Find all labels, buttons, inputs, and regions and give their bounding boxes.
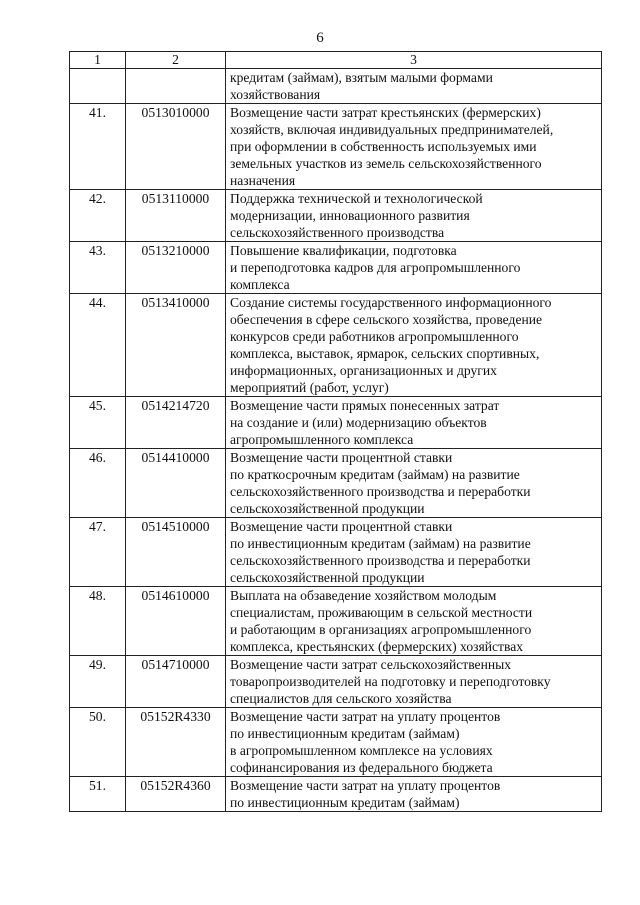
row-number: 48.: [70, 587, 126, 656]
description-line: Возмещение части затрат сельскохозяйственных: [230, 657, 512, 672]
description-line: специалистам, проживающим в сельской местности: [230, 605, 533, 620]
table-row: [70, 104, 602, 190]
description-line: Возмещение части прямых понесенных затрат: [230, 398, 500, 413]
description-line: при оформлении в собственность используемых ими: [230, 139, 537, 154]
row-number: 45.: [70, 397, 126, 449]
description-cell: [226, 518, 602, 587]
row-number: 44.: [70, 294, 126, 397]
row-number: 43.: [70, 242, 126, 294]
description-line: Возмещение части затрат крестьянских (фермерских): [230, 105, 541, 120]
column-header-number: 1: [70, 52, 126, 69]
description-line: по краткосрочным кредитам (займам) на развитие: [230, 467, 520, 482]
description-line: Возмещение части затрат на уплату процентов: [230, 778, 501, 793]
description-line: Поддержка технической и технологической: [230, 191, 483, 206]
table-row: [70, 294, 602, 397]
description-line: кредитам (займам), взятым малыми формами: [230, 70, 493, 85]
budget-code: 05152R4360: [126, 777, 226, 812]
description-cell: [226, 104, 602, 190]
budget-code: 0514610000: [126, 587, 226, 656]
budget-code: 0513110000: [126, 190, 226, 242]
description-line: агропромышленного комплекса: [230, 432, 414, 447]
budget-code: 0514410000: [126, 449, 226, 518]
budget-code: 05152R4330: [126, 708, 226, 777]
description-cell: [226, 656, 602, 708]
page-number: 6: [316, 30, 324, 46]
description-line: Повышение квалификации, подготовка: [230, 243, 457, 258]
budget-code: [126, 69, 226, 104]
description-line: модернизации, инновационного развития: [230, 208, 470, 223]
row-number: 51.: [70, 777, 126, 812]
description-line: комплекса, выставок, ярмарок, сельских спортивных,: [230, 346, 540, 361]
description-line: обеспечения в сфере сельского хозяйства, проведение: [230, 312, 543, 327]
table-header-row: [70, 52, 602, 69]
table-row: [70, 518, 602, 587]
description-cell: [226, 294, 602, 397]
budget-codes-table: [69, 51, 602, 812]
description-line: информационных, организационных и других: [230, 363, 497, 378]
description-line: Выплата на обзаведение хозяйством молодым: [230, 588, 497, 603]
row-number: 49.: [70, 656, 126, 708]
budget-code: 0514214720: [126, 397, 226, 449]
table-body: [70, 69, 602, 812]
row-number: 47.: [70, 518, 126, 587]
description-line: хозяйствования: [230, 87, 321, 102]
budget-code: 0514510000: [126, 518, 226, 587]
description-line: конкурсов среди работников агропромышленного: [230, 329, 519, 344]
description-cell: [226, 69, 602, 104]
description-line: земельных участков из земель сельскохозяйственного: [230, 156, 542, 171]
description-line: сельскохозяйственного производства: [230, 225, 445, 240]
table-row: [70, 656, 602, 708]
budget-code: 0514710000: [126, 656, 226, 708]
description-cell: [226, 708, 602, 777]
description-line: товаропроизводителей на подготовку и переподготовку: [230, 674, 551, 689]
description-line: назначения: [230, 173, 296, 188]
table-row: [70, 587, 602, 656]
description-line: Возмещение части затрат на уплату процентов: [230, 709, 501, 724]
budget-code: 0513010000: [126, 104, 226, 190]
budget-code: 0513210000: [126, 242, 226, 294]
description-cell: [226, 587, 602, 656]
description-line: сельскохозяйственной продукции: [230, 501, 425, 516]
row-number: 41.: [70, 104, 126, 190]
description-line: по инвестиционным кредитам (займам): [230, 726, 460, 741]
budget-code: 0513410000: [126, 294, 226, 397]
table-row: [70, 449, 602, 518]
description-line: сельскохозяйственного производства и переработки: [230, 553, 531, 568]
row-number: 50.: [70, 708, 126, 777]
row-number: 46.: [70, 449, 126, 518]
table-row: [70, 708, 602, 777]
description-line: сельскохозяйственного производства и переработки: [230, 484, 531, 499]
description-line: комплекса: [230, 277, 290, 292]
description-line: на создание и (или) модернизацию объектов: [230, 415, 487, 430]
column-header-code: 2: [126, 52, 226, 69]
row-number: [70, 69, 126, 104]
description-line: сельскохозяйственной продукции: [230, 570, 425, 585]
description-cell: [226, 397, 602, 449]
description-line: в агропромышленном комплексе на условиях: [230, 743, 493, 758]
description-line: и работающим в организациях агропромышленного: [230, 622, 532, 637]
row-number: 42.: [70, 190, 126, 242]
description-line: Возмещение части процентной ставки: [230, 450, 453, 465]
description-line: специалистов для сельского хозяйства: [230, 691, 452, 706]
column-header-description: 3: [226, 52, 602, 69]
description-line: хозяйств, включая индивидуальных предпринимателей,: [230, 122, 554, 137]
description-line: по инвестиционным кредитам (займам): [230, 795, 460, 810]
description-line: и переподготовка кадров для агропромышленного: [230, 260, 521, 275]
description-line: Создание системы государственного информационного: [230, 295, 552, 310]
description-line: по инвестиционным кредитам (займам) на развитие: [230, 536, 531, 551]
table-row: [70, 242, 602, 294]
table-row: [70, 777, 602, 812]
description-line: софинансирования из федерального бюджета: [230, 760, 493, 775]
description-cell: [226, 777, 602, 812]
description-line: комплекса, крестьянских (фермерских) хозяйствах: [230, 639, 524, 654]
table-row: [70, 397, 602, 449]
table-row: [70, 190, 602, 242]
description-cell: [226, 449, 602, 518]
description-cell: [226, 190, 602, 242]
description-line: Возмещение части процентной ставки: [230, 519, 453, 534]
description-cell: [226, 242, 602, 294]
table-row: [70, 69, 602, 104]
description-line: мероприятий (работ, услуг): [230, 380, 389, 395]
